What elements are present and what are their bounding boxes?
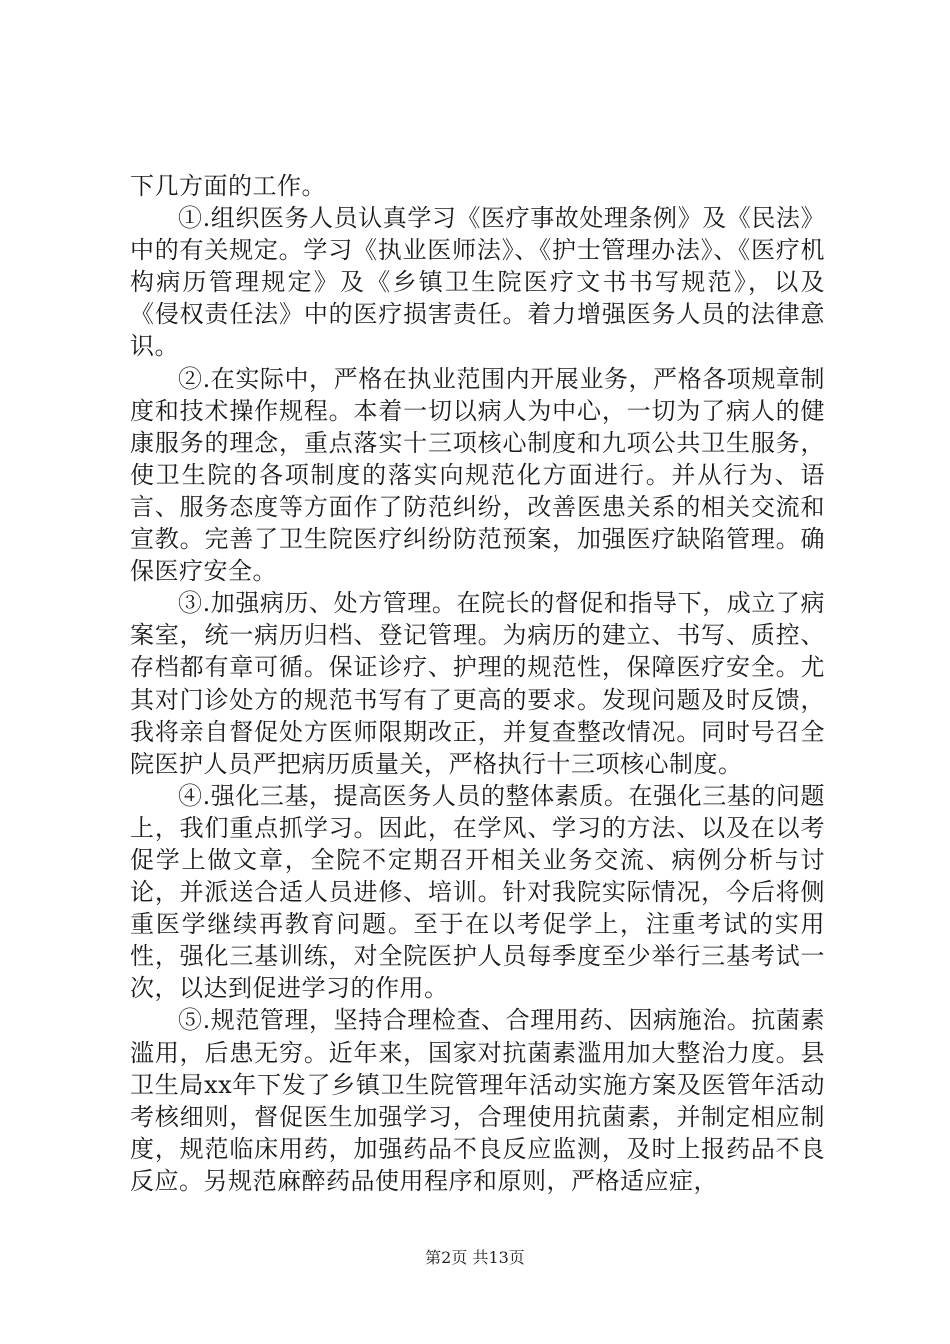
page-number-footer: 第2页 共13页 bbox=[425, 1248, 525, 1267]
document-body bbox=[130, 170, 825, 1197]
paragraph-item-1: ①.组织医务人员认真学习《医疗事故处理条例》及《民法》中的有关规定。学习《执业医师法》、《护士管理办法》、《医疗机构病历管理规定》及《乡镇卫生院医疗文书书写规范》，以及《侵权责任法》中的医疗损害责任。着力增强医务人员的法律意识。 bbox=[130, 204, 825, 361]
paragraph-item-4: ④.强化三基，提高医务人员的整体素质。在强化三基的问题上，我们重点抓学习。因此，在学风、学习的方法、以及在以考促学上做文章，全院不定期召开相关业务交流、病例分析与讨论，并派送合适人员进修、培训。针对我院实际情况，今后将侧重医学继续再教育问题。至于在以考促学上，注重考试的实用性，强化三基训练，对全院医护人员每季度至少举行三基考试一次，以达到促进学习的作用。 bbox=[130, 781, 825, 1003]
paragraph-item-2: ②.在实际中，严格在执业范围内开展业务，严格各项规章制度和技术操作规程。本着一切以病人为中心，一切为了病人的健康服务的理念，重点落实十三项核心制度和九项公共卫生服务，使卫生院的各项制度的落实向规范化方面进行。并从行为、语言、服务态度等方面作了防范纠纷，改善医患关系的相关交流和宣教。完善了卫生院医疗纠纷防范预案，加强医疗缺陷管理。确保医疗安全。 bbox=[130, 364, 825, 586]
paragraph-item-5: ⑤.规范管理，坚持合理检查、合理用药、因病施治。抗菌素滥用，后患无穷。近年来，国家对抗菌素滥用加大整治力度。县卫生局xx年下发了乡镇卫生院管理年活动实施方案及医管年活动考核细则，督促医生加强学习，合理使用抗菌素，并制定相应制度，规范临床用药，加强药品不良反应监测，及时上报药品不良反应。另规范麻醉药品使用程序和原则，严格适应症， bbox=[130, 1006, 825, 1195]
paragraph-intro: 下几方面的工作。 bbox=[130, 172, 326, 200]
paragraph-item-3: ③.加强病历、处方管理。在院长的督促和指导下，成立了病案室，统一病历归档、登记管理。为病历的建立、书写、质控、存档都有章可循。保证诊疗、护理的规范性，保障医疗安全。尤其对门诊处方的规范书写有了更高的要求。发现问题及时反馈，我将亲自督促处方医师限期改正，并复查整改情况。同时号召全院医护人员严把病历质量关，严格执行十三项核心制度。 bbox=[130, 589, 825, 778]
